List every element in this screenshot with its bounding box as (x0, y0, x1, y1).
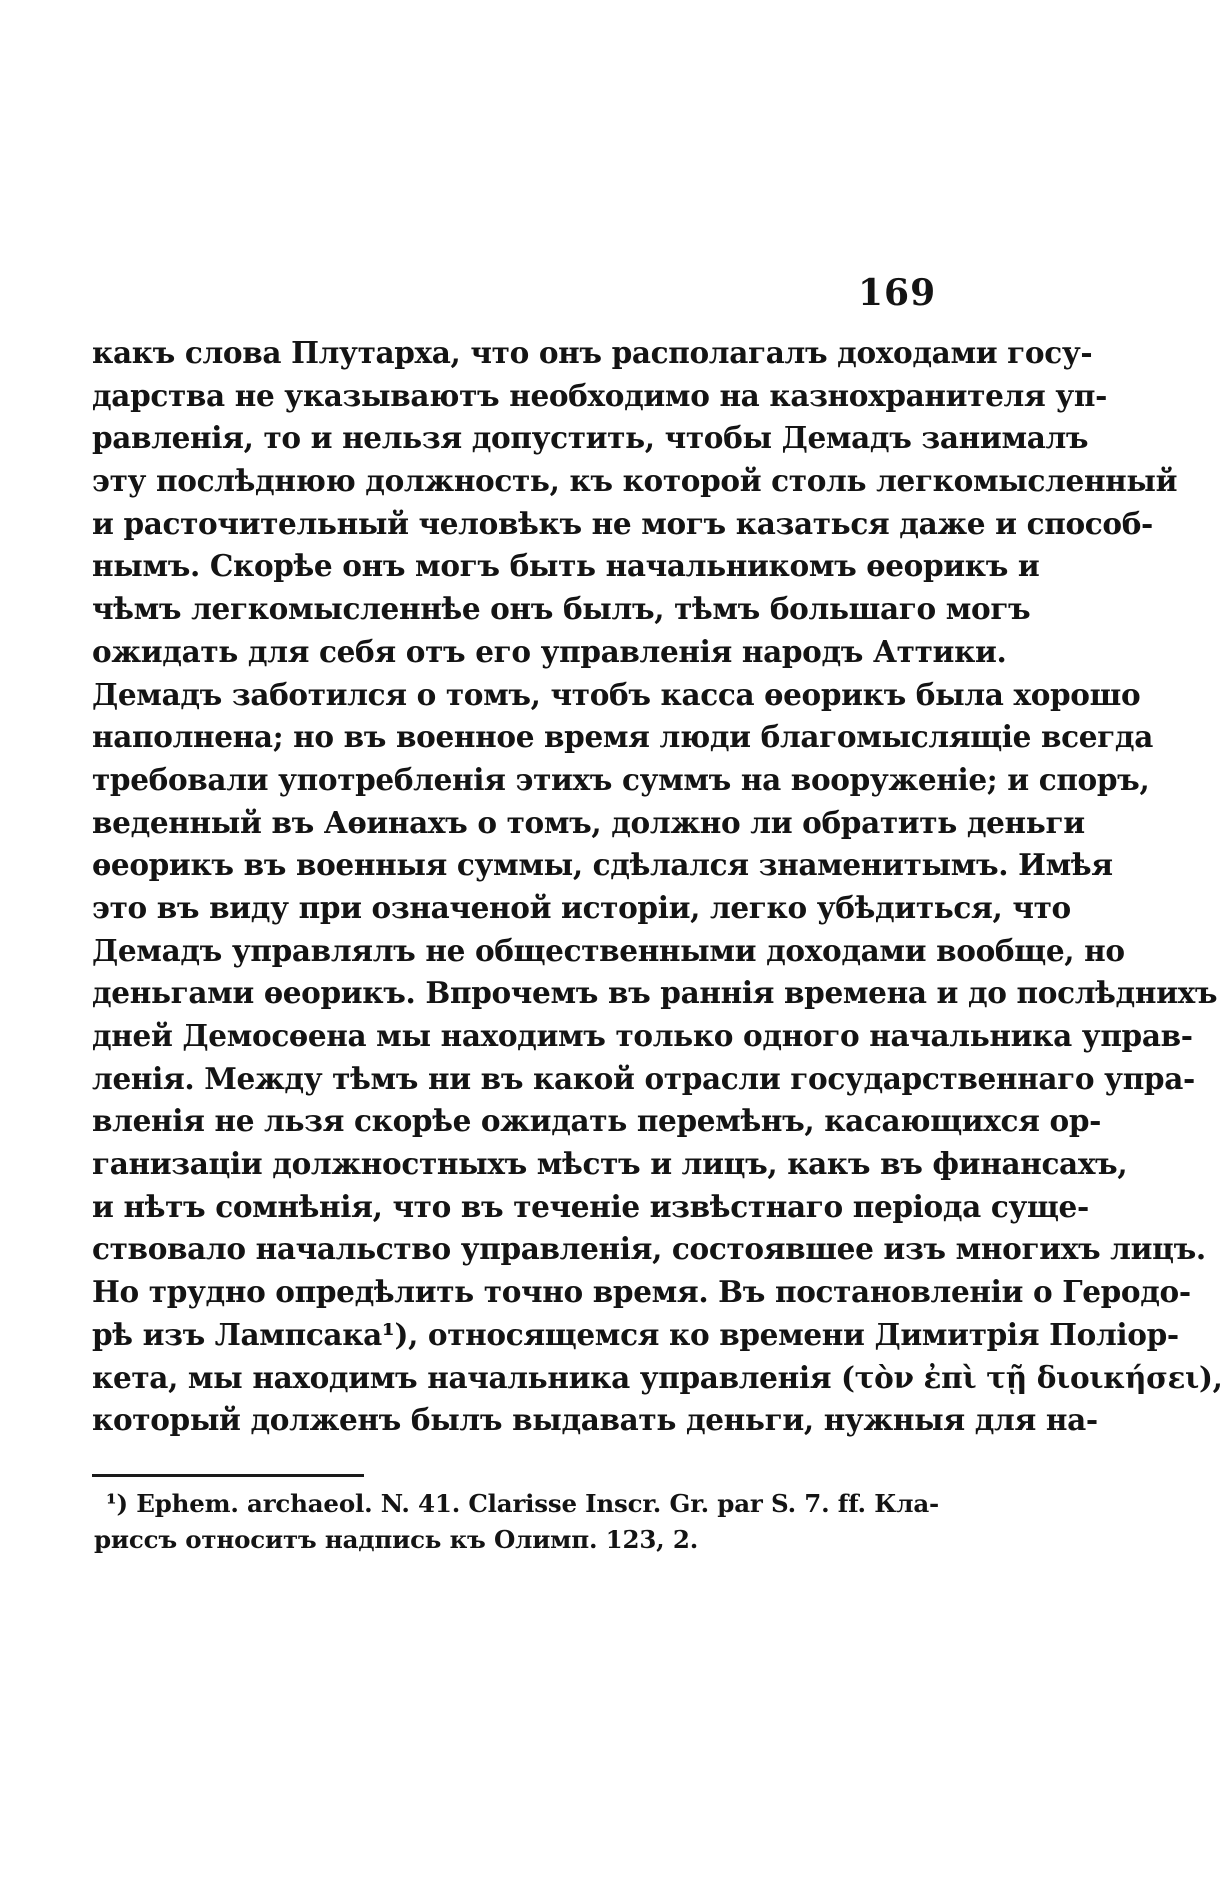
text-line: эту послѣднюю должность, къ которой столь легкомысленный (92, 463, 1178, 499)
text-line: чѣмъ легкомысленнѣе онъ былъ, тѣмъ большаго могъ (92, 591, 1031, 627)
footnote (92, 1486, 940, 1558)
text-line: какъ слова Плутарха, что онъ располагалъ доходами госу- (92, 335, 1093, 370)
text-line: требовали употребленія этихъ суммъ на вооруженіе; и споръ, (92, 761, 1150, 797)
text-line: равленія, то и нельзя допустить, чтобы Демадъ занималъ (92, 420, 1089, 456)
text-line: вленія не льзя скорѣе ожидать перемѣнъ, касающихся ор- (92, 1103, 1102, 1139)
text-line: и нѣтъ сомнѣнія, что въ теченіе извѣстнаго періода суще- (92, 1188, 1089, 1224)
text-line: и расточительный человѣкъ не могъ казаться даже и способ- (92, 505, 1153, 541)
text-line: ленія. Между тѣмъ ни въ какой отрасли государственнаго упра- (92, 1060, 1195, 1096)
text-line: ожидать для себя отъ его управленія народъ Аттики. (92, 633, 1007, 669)
footnote-line: ¹) Ephem. archaeol. N. 41. Clarisse Inscr. Gr. par S. 7. ff. Кла- (106, 1489, 940, 1518)
footnote-line: риссъ относитъ надпись къ Олимп. 123, 2. (94, 1525, 699, 1554)
text-line: наполнена; но въ военное время люди благомыслящіе всегда (92, 719, 1153, 755)
text-line: Демадъ заботился о томъ, чтобъ касса ѳеорикъ была хорошо (92, 676, 1141, 712)
text-line: ганизаціи должностныхъ мѣстъ и лицъ, какъ въ финансахъ, (92, 1146, 1128, 1182)
body-text (92, 332, 1223, 1442)
page-number: 169 (858, 272, 937, 314)
text-line: это въ виду при означеной исторіи, легко убѣдиться, что (92, 889, 1071, 925)
text-line: который долженъ былъ выдавать деньги, нужныя для на- (92, 1402, 1098, 1438)
text-line: рѣ изъ Лампсака¹), относящемся ко времени Димитрія Поліор- (92, 1316, 1179, 1352)
text-line: Но трудно опредѣлить точно время. Въ постановленіи о Геродо- (92, 1274, 1191, 1310)
text-line: нымъ. Скорѣе онъ могъ быть начальникомъ ѳеорикъ и (92, 548, 1040, 584)
text-line: деньгами ѳеорикъ. Впрочемъ въ раннія времена и до послѣднихъ (92, 975, 1218, 1011)
text-line: ѳеорикъ въ военныя суммы, сдѣлался знаменитымъ. Имѣя (92, 847, 1113, 883)
text-line: веденный въ Аѳинахъ о томъ, должно ли обратить деньги (92, 804, 1085, 840)
text-line: дней Демосѳена мы находимъ только одного начальника управ- (92, 1018, 1193, 1053)
text-line: дарства не указываютъ необходимо на казнохранителя уп- (92, 377, 1108, 413)
text-line: кета, мы находимъ начальника управленія (τὸν ἐπὶ τῇ διοικήσει), (92, 1359, 1223, 1395)
text-line: ствовало начальство управленія, состоявшее изъ многихъ лицъ. (92, 1231, 1206, 1267)
text-line: Демадъ управлялъ не общественными доходами вообще, но (92, 932, 1125, 968)
footnote-divider (92, 1474, 364, 1477)
